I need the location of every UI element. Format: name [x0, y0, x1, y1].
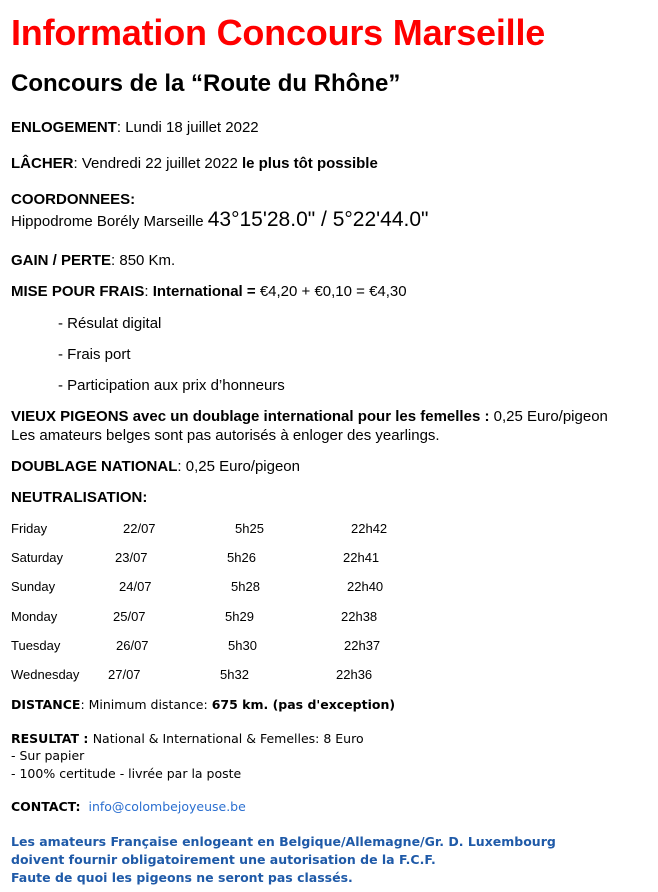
- enlogement-line: [11, 119, 259, 136]
- row-day: Tuesday: [11, 638, 61, 653]
- coordonnees-label: COORDONNEES:: [11, 191, 136, 208]
- resultat-item: - Sur papier: [11, 748, 85, 763]
- mise-value: €4,20 + €0,10 = €4,30: [259, 283, 407, 300]
- enlogement-label: ENLOGEMENT: [11, 119, 117, 136]
- page-title: Information Concours Marseille: [11, 12, 546, 53]
- vieux-value: 0,25 Euro/pigeon: [493, 408, 608, 425]
- gain-label: GAIN / PERTE: [11, 252, 112, 269]
- doublage-label: DOUBLAGE NATIONAL: [11, 458, 178, 475]
- row-start: 5h32: [220, 667, 249, 682]
- mise-item: - Résulat digital: [58, 315, 162, 332]
- lacher-value: Vendredi 22 juillet 2022: [81, 155, 242, 172]
- gain-line: [11, 252, 175, 269]
- resultat-value: National & International & Femelles: 8 Euro: [92, 731, 364, 746]
- row-date: 23/07: [115, 550, 148, 565]
- row-date: 22/07: [123, 521, 156, 536]
- row-date: 27/07: [108, 667, 141, 682]
- separator: :: [144, 283, 153, 300]
- row-day: Saturday: [11, 550, 64, 565]
- separator: :: [111, 252, 120, 269]
- row-start: 5h28: [231, 579, 260, 594]
- coordonnees-line: [11, 208, 428, 232]
- row-day: Sunday: [11, 579, 56, 594]
- distance-text: : Minimum distance:: [80, 697, 212, 712]
- resultat-item: - 100% certitude - livrée par la poste: [11, 766, 242, 781]
- footer-notice: [11, 833, 556, 887]
- doublage-line: [11, 458, 300, 475]
- separator: :: [73, 155, 82, 172]
- contact-email-link[interactable]: info@colombejoyeuse.be: [88, 799, 246, 814]
- lacher-label: LÂCHER: [11, 155, 74, 172]
- separator: :: [177, 458, 186, 475]
- row-date: 25/07: [113, 609, 146, 624]
- distance-value: 675 km. (pas d'exception): [211, 697, 396, 712]
- contact-line: [11, 799, 246, 814]
- mise-international: International =: [152, 283, 260, 300]
- resultat-line: [11, 731, 364, 746]
- lacher-line: [11, 155, 378, 172]
- vieux-note: Les amateurs belges sont pas autorisés à enloger des yearlings.: [11, 427, 440, 444]
- row-day: Friday: [11, 521, 48, 536]
- row-end: 22h38: [341, 609, 378, 624]
- mise-line: [11, 283, 407, 300]
- row-end: 22h42: [351, 521, 388, 536]
- doublage-value: 0,25 Euro/pigeon: [185, 458, 300, 475]
- row-end: 22h40: [347, 579, 384, 594]
- vieux-line: [11, 408, 608, 425]
- resultat-label: RESULTAT :: [11, 731, 93, 746]
- gain-value: 850 Km.: [119, 252, 176, 269]
- row-end: 22h41: [343, 550, 380, 565]
- row-end: 22h36: [336, 667, 373, 682]
- enlogement-value: Lundi 18 juillet 2022: [125, 119, 259, 136]
- neutralisation-label: NEUTRALISATION:: [11, 489, 148, 506]
- lacher-emphasis: le plus tôt possible: [241, 155, 378, 172]
- footer-line: Les amateurs Française enlogeant en Belgique/Allemagne/Gr. D. Luxembourg: [11, 834, 556, 849]
- coordonnees-value: 43°15'28.0" / 5°22'44.0": [207, 208, 429, 231]
- row-start: 5h25: [235, 521, 264, 536]
- coordonnees-place: Hippodrome Borély Marseille: [11, 213, 208, 230]
- row-date: 24/07: [119, 579, 152, 594]
- row-day: Monday: [11, 609, 58, 624]
- mise-label: MISE POUR FRAIS: [11, 283, 145, 300]
- page-subtitle: Concours de la “Route du Rhône”: [11, 70, 401, 97]
- row-start: 5h29: [225, 609, 254, 624]
- separator: :: [116, 119, 126, 136]
- vieux-label: VIEUX PIGEONS avec un doublage international pour les femelles :: [11, 408, 494, 425]
- row-date: 26/07: [116, 638, 149, 653]
- mise-item: - Frais port: [58, 346, 131, 363]
- footer-line: doivent fournir obligatoirement une autorisation de la F.C.F.: [11, 852, 436, 867]
- row-start: 5h26: [227, 550, 256, 565]
- distance-line: [11, 697, 395, 712]
- row-day: Wednesday: [11, 667, 80, 682]
- row-start: 5h30: [228, 638, 257, 653]
- mise-item: - Participation aux prix d’honneurs: [58, 377, 285, 394]
- distance-label: DISTANCE: [11, 697, 81, 712]
- footer-line: Faute de quoi les pigeons ne seront pas classés.: [11, 870, 353, 885]
- contact-label: CONTACT:: [11, 799, 81, 814]
- row-end: 22h37: [344, 638, 381, 653]
